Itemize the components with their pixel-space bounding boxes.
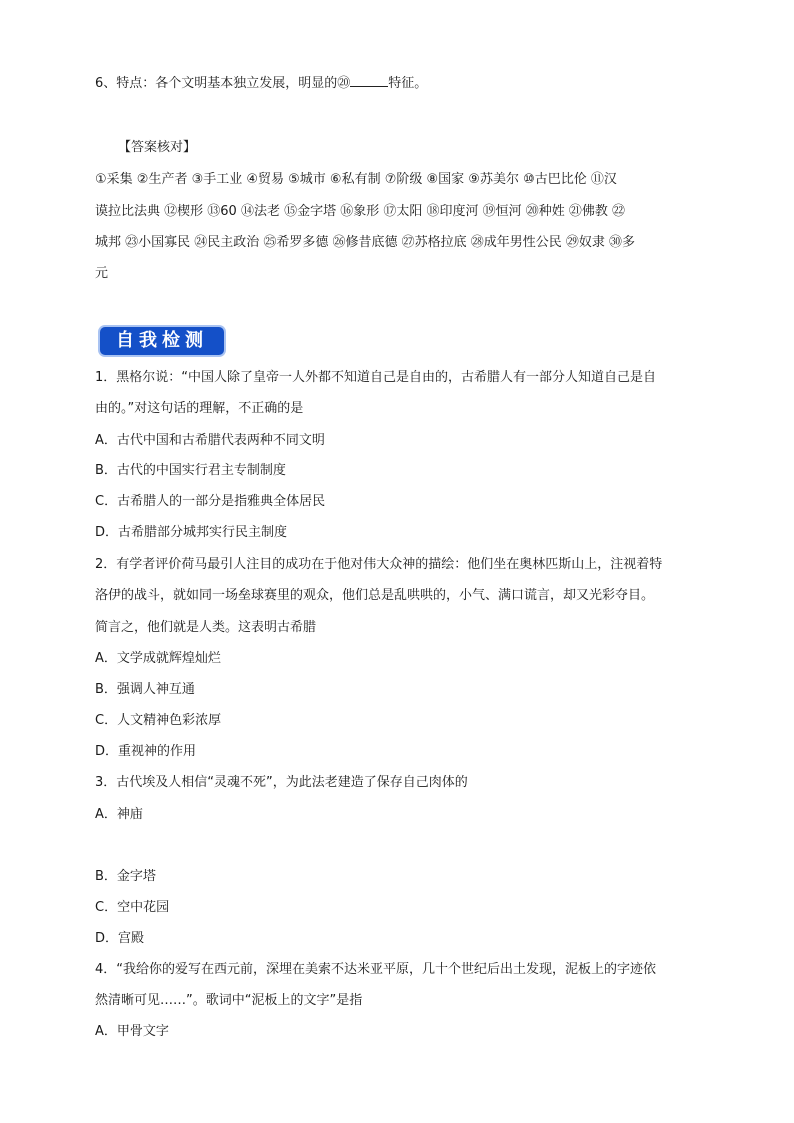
question-4-stem: 4．“我给你的爱写在西元前，深埋在美索不达米亚平原，几十个世纪后出土发现，泥板上的字迹依 [95, 962, 657, 977]
section-badge-label: 自我检测 [116, 330, 208, 351]
question-1-option-c: C．古希腊人的一部分是指雅典全体居民 [95, 494, 326, 509]
answer-key-line: 元 [95, 266, 109, 281]
fill-blank [350, 74, 388, 87]
question-2-stem: 2．有学者评价荷马最引人注目的成功在于他对伟大众神的描绘：他们坐在奥林匹斯山上，注视着特 [95, 557, 663, 572]
answer-key-line: ①采集 ②生产者 ③手工业 ④贸易 ⑤城市 ⑥私有制 ⑦阶级 ⑧国家 ⑨苏美尔 ⑩古巴比伦 ⑪汉 [95, 172, 617, 187]
question-3-option-a: A．神庙 [95, 807, 143, 822]
question-1-option-d: D．古希腊部分城邦实行民主制度 [95, 525, 288, 540]
summary-point-6-text: 6、特点：各个文明基本独立发展，明显的⑳ [95, 76, 351, 91]
question-2-option-c: C．人文精神色彩浓厚 [95, 713, 222, 728]
question-1-stem: 由的。”对这句话的理解，不正确的是 [95, 401, 304, 416]
question-3-option-d: D．宫殿 [95, 931, 145, 946]
question-3-stem: 3．古代埃及人相信“灵魂不死”，为此法老建造了保存自己肉体的 [95, 775, 468, 790]
question-1-option-b: B．古代的中国实行君主专制制度 [95, 463, 286, 478]
question-2-stem: 简言之，他们就是人类。这表明古希腊 [95, 620, 317, 635]
question-2-option-d: D．重视神的作用 [95, 744, 197, 759]
question-2-option-b: B．强调人神互通 [95, 682, 195, 697]
question-4-stem: 然清晰可见……”。歌词中“泥板上的文字”是指 [95, 993, 363, 1008]
question-4-option-a: A．甲骨文字 [95, 1024, 169, 1039]
summary-point-6-suffix: 特征。 [388, 76, 428, 91]
answer-key-line: 谟拉比法典 ⑫楔形 ⑬60 ⑭法老 ⑮金字塔 ⑯象形 ⑰太阳 ⑱印度河 ⑲恒河 ⑳种姓 ㉑佛教 ㉒ [95, 204, 625, 219]
question-1-stem: 1．黑格尔说：“中国人除了皇帝一人外都不知道自己是自由的，古希腊人有一部分人知道自己是自 [95, 370, 657, 385]
question-1-option-a: A．古代中国和古希腊代表两种不同文明 [95, 433, 325, 448]
answer-key-title: 【答案核对】 [118, 140, 197, 155]
section-badge [100, 327, 224, 355]
question-3-option-b: B．金字塔 [95, 869, 156, 884]
question-2-option-a: A．文学成就辉煌灿烂 [95, 651, 221, 666]
question-3-option-c: C．空中花园 [95, 900, 170, 915]
answer-key-line: 城邦 ㉓小国寡民 ㉔民主政治 ㉕希罗多德 ㉖修昔底德 ㉗苏格拉底 ㉘成年男性公民 ㉙奴隶 ㉚多 [95, 235, 636, 250]
question-2-stem: 洛伊的战斗，就如同一场垒球赛里的观众，他们总是乱哄哄的，小气、满口谎言，却又光彩夺目。 [95, 588, 655, 603]
summary-point-6 [95, 74, 427, 94]
